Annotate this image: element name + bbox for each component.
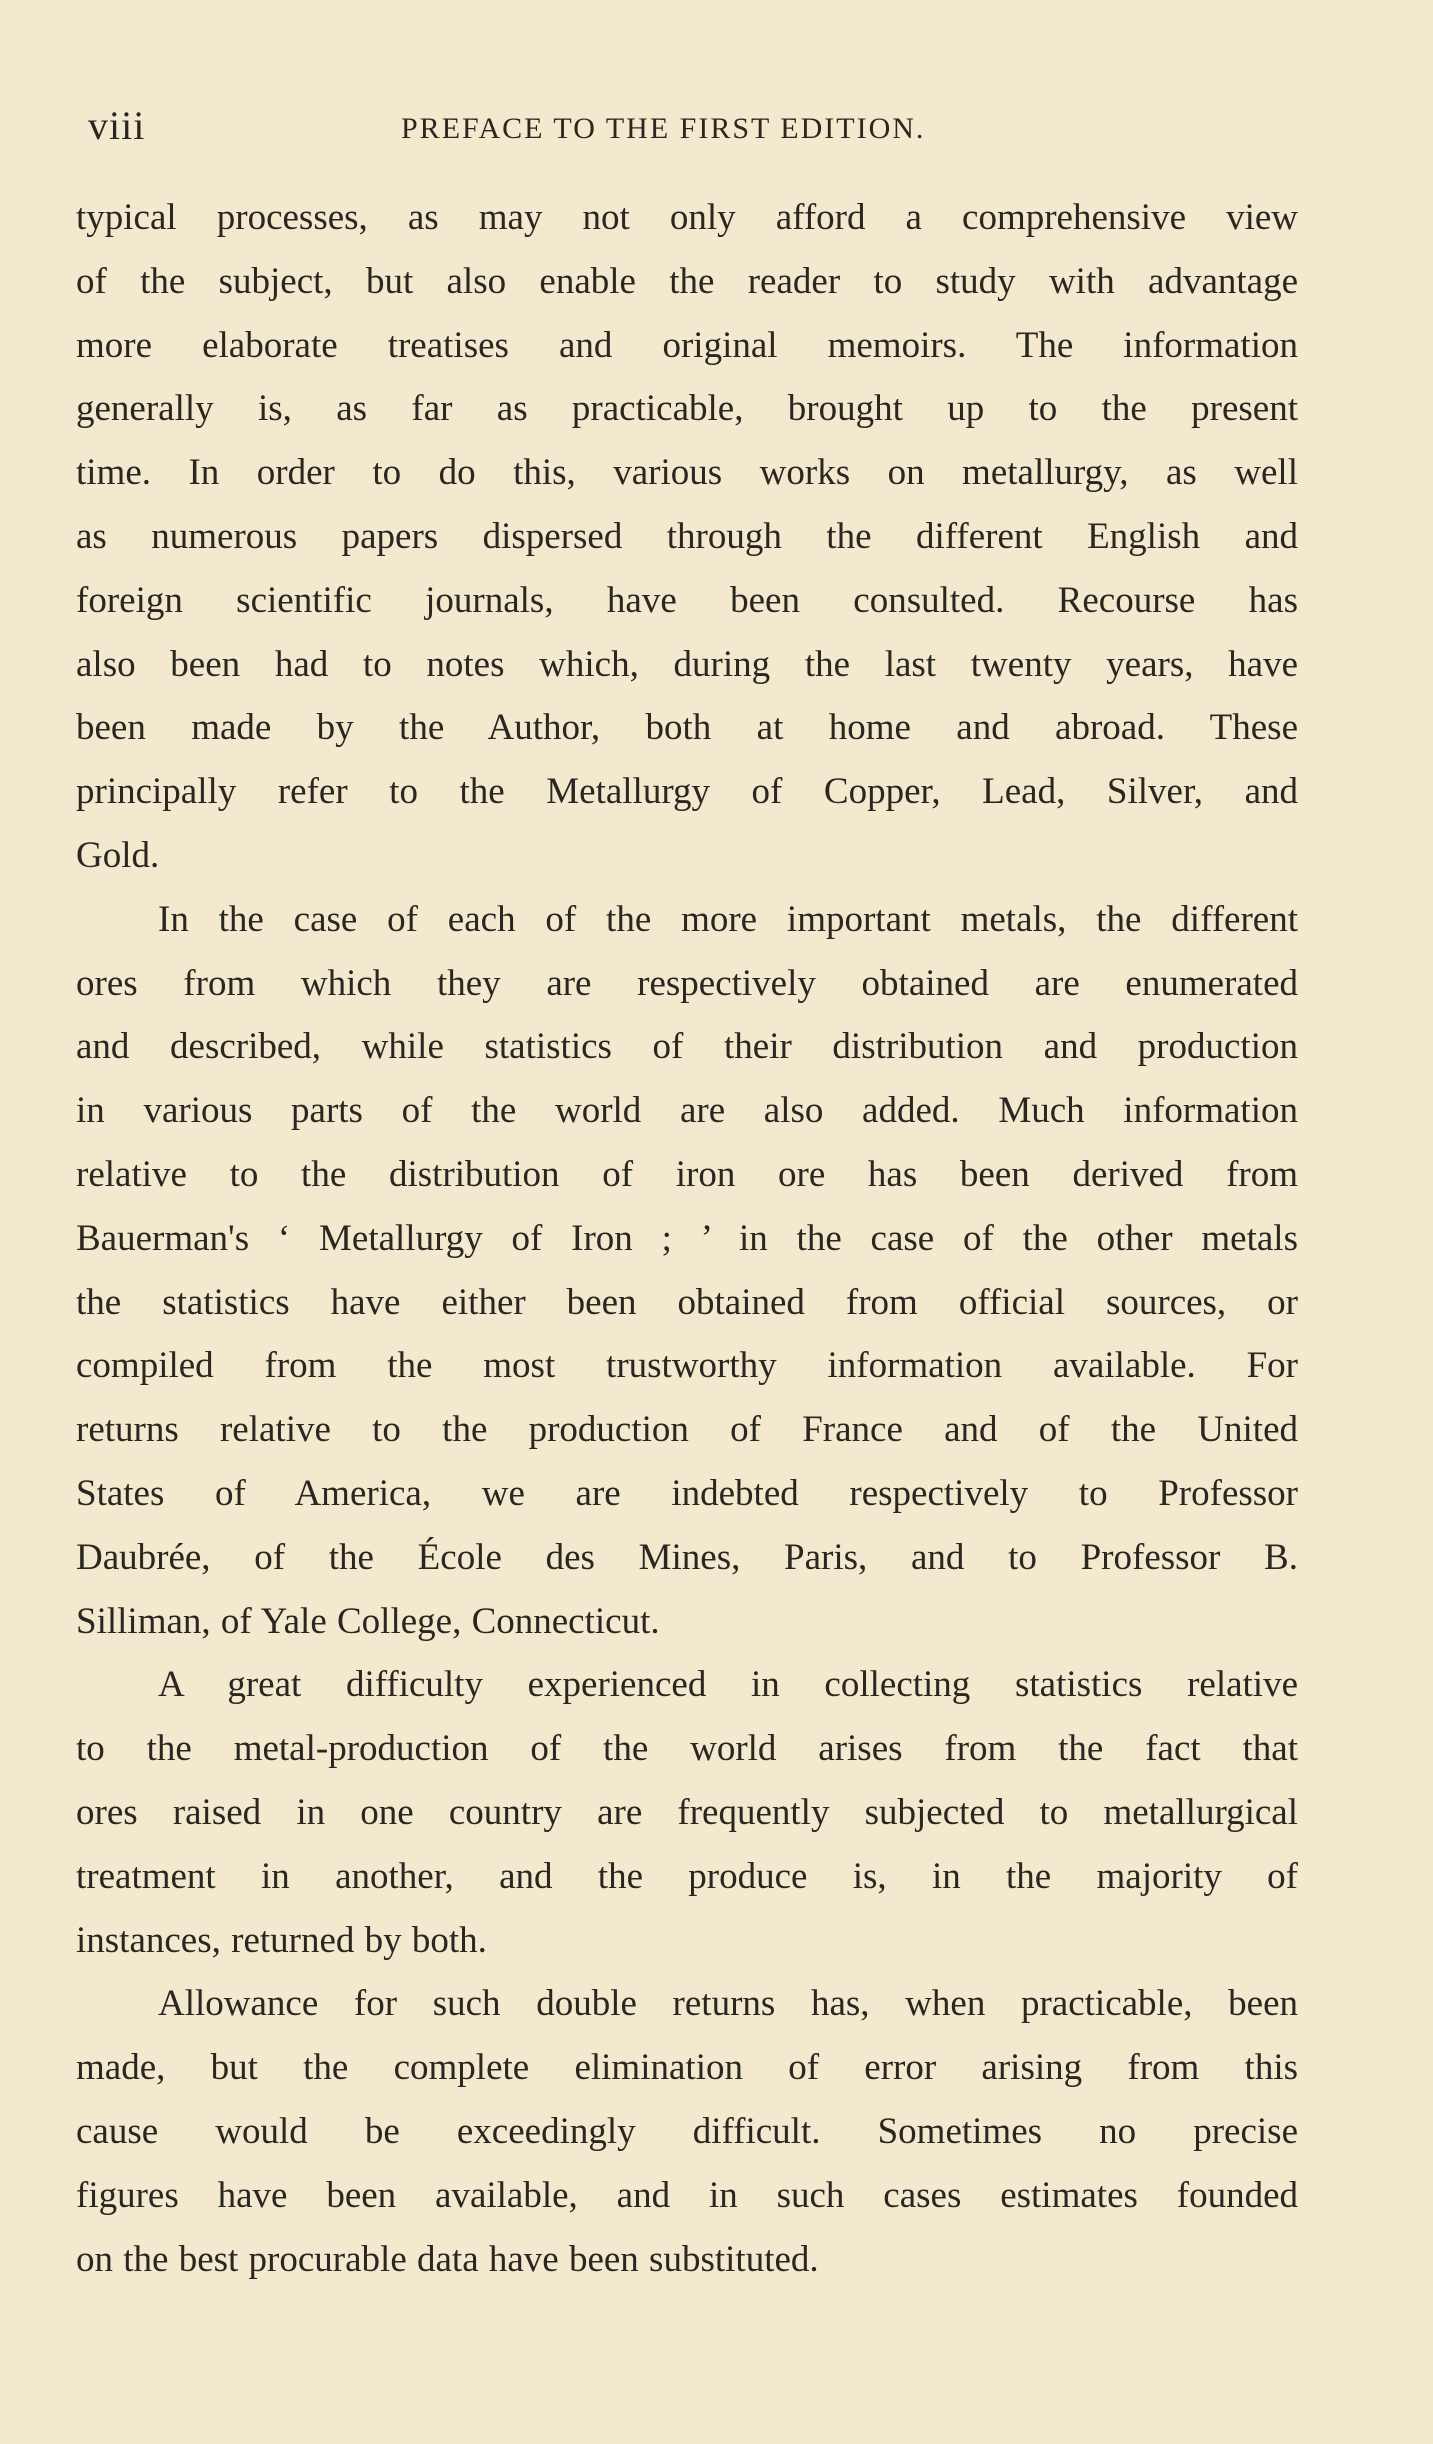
paragraph-2 (76, 888, 1298, 1654)
text-line: generally is, as far as practicable, brought up to the present (76, 388, 1298, 430)
body-text (76, 186, 1298, 2291)
text-line: to the metal-production of the world arises from the fact that (76, 1728, 1298, 1770)
text-line: Allowance for such double returns has, when practicable, been (158, 1983, 1298, 2025)
text-line: Bauerman's ‘ Metallurgy of Iron ; ’ in the case of the other metals (76, 1217, 1298, 1259)
text-line: In the case of each of the more important metals, the different (158, 898, 1298, 940)
text-line: typical processes, as may not only afford a comprehensive view (76, 197, 1298, 238)
text-line: figures have been available, and in such cases estimates founded (76, 2174, 1298, 2216)
text-line: A great difficulty experienced in collecting statistics relative (158, 1664, 1298, 1706)
text-line: cause would be exceedingly difficult. Sometimes no precise (76, 2110, 1298, 2152)
text-line: and described, while statistics of their distribution and production (76, 1026, 1298, 1068)
text-line: principally refer to the Metallurgy of Copper, Lead, Silver, and (76, 771, 1298, 813)
running-title: PREFACE TO THE FIRST EDITION. (401, 112, 926, 145)
text-line: States of America, we are indebted respectively to Professor (76, 1472, 1298, 1514)
text-line: returns relative to the production of France and of the United (76, 1409, 1298, 1451)
text-line: foreign scientific journals, have been consulted. Recourse has (76, 579, 1298, 621)
text-line: as numerous papers dispersed through the different English and (76, 515, 1298, 557)
text-line: Gold. (76, 834, 160, 876)
text-line: relative to the distribution of iron ore has been derived from (76, 1153, 1298, 1195)
text-line: on the best procurable data have been substituted. (76, 2238, 819, 2280)
text-line: also been had to notes which, during the last twenty years, have (76, 643, 1298, 685)
paragraph-3 (76, 1653, 1298, 1972)
text-line: treatment in another, and the produce is, in the majority of (76, 1855, 1298, 1897)
page-number: viii (88, 103, 146, 148)
text-line: made, but the complete elimination of error arising from this (76, 2047, 1298, 2089)
text-line: Daubrée, of the École des Mines, Paris, and to Professor B. (76, 1536, 1298, 1578)
text-line: time. In order to do this, various works on metallurgy, as well (76, 452, 1298, 494)
text-line: ores from which they are respectively obtained are enumerated (76, 962, 1298, 1004)
text-line: compiled from the most trustworthy information available. For (76, 1345, 1298, 1387)
paragraph-1 (76, 186, 1298, 888)
running-head (76, 100, 1298, 160)
text-line: instances, returned by both. (76, 1919, 487, 1961)
text-line: of the subject, but also enable the reader to study with advantage (76, 260, 1298, 302)
text-line: the statistics have either been obtained from official sources, or (76, 1281, 1298, 1323)
text-line: been made by the Author, both at home and abroad. These (76, 707, 1298, 749)
text-line: Silliman, of Yale College, Connecticut. (76, 1600, 660, 1642)
text-line: more elaborate treatises and original memoirs. The information (76, 324, 1298, 366)
text-line: in various parts of the world are also added. Much information (76, 1090, 1298, 1132)
paragraph-4 (76, 1972, 1298, 2291)
text-line: ores raised in one country are frequently subjected to metallurgical (76, 1791, 1298, 1833)
